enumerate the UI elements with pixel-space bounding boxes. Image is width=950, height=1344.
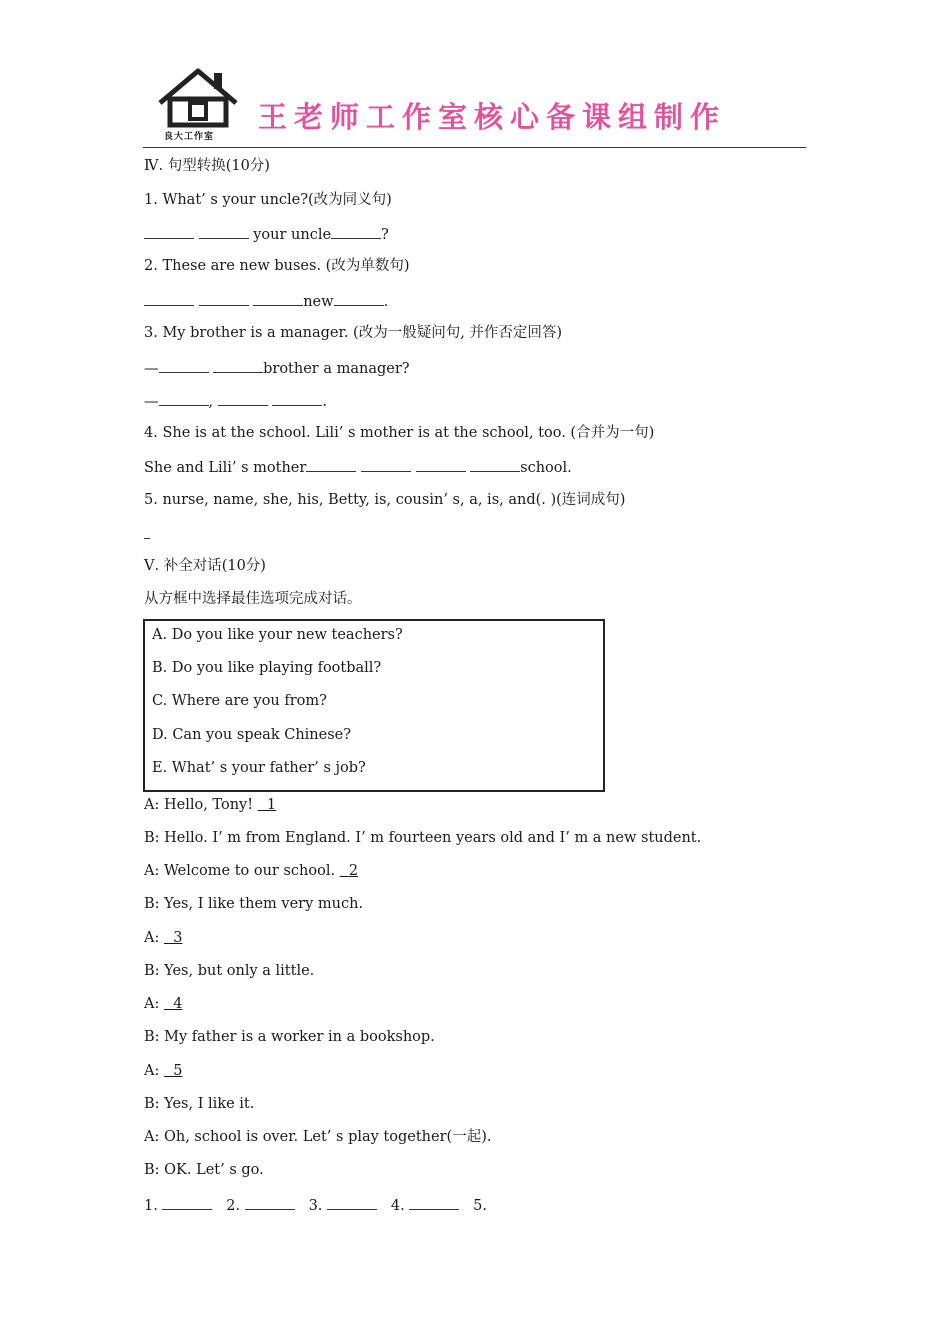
option-b: B. Do you like playing football? — [152, 660, 382, 676]
dialogue-line: A: 4 — [144, 996, 183, 1012]
q2-prompt: 2. These are new buses. (改为单数句) — [144, 258, 410, 274]
blank-number[interactable]: 2 — [348, 863, 359, 879]
header-banner: 王老师工作室核心备课组制作 — [258, 100, 727, 134]
answer-blank[interactable] — [159, 390, 209, 406]
answer-blank[interactable] — [218, 390, 268, 406]
dialogue-line: A: 3 — [144, 930, 183, 946]
dialogue-line: B: Yes, I like it. — [144, 1096, 255, 1112]
section5-title: Ⅴ. 补全对话(10分) — [144, 558, 266, 574]
answer-blank[interactable] — [253, 290, 303, 306]
answer-blank[interactable] — [199, 223, 249, 239]
answer-blank[interactable] — [199, 290, 249, 306]
q3-answer-line-2: — , . — [144, 390, 327, 412]
answer-blank[interactable] — [245, 1194, 295, 1210]
q5-answer-blank[interactable] — [144, 538, 150, 539]
dialogue-line: A: Hello, Tony! 1 — [144, 797, 277, 813]
logo-caption: 良大工作室 — [164, 132, 215, 142]
answer-blank[interactable] — [213, 357, 263, 373]
blank-number[interactable]: 3 — [173, 930, 183, 946]
q2-answer-line: new . — [144, 290, 388, 312]
dialogue-line: B: Hello. I’ m from England. I’ m fourteen years old and I’ m a new student. — [144, 830, 702, 846]
dialogue-line: B: Yes, but only a little. — [144, 963, 315, 979]
dialogue-line: B: Yes, I like them very much. — [144, 896, 364, 912]
dialogue-line: A: Welcome to our school. 2 — [144, 863, 359, 879]
dialogue-line: B: My father is a worker in a bookshop. — [144, 1029, 435, 1045]
answer-blank[interactable] — [334, 290, 384, 306]
option-c: C. Where are you from? — [152, 693, 327, 709]
section4-title: Ⅳ. 句型转换(10分) — [144, 158, 270, 174]
q3-answer-line-1: — brother a manager? — [144, 357, 410, 379]
dialogue-line: A: 5 — [144, 1063, 183, 1079]
q5-prompt: 5. nurse, name, she, his, Betty, is, cousin’ s, a, is, and(. )(连词成句) — [144, 492, 626, 508]
option-a: A. Do you like your new teachers? — [152, 627, 403, 643]
q4-prompt: 4. She is at the school. Lili’ s mother is at the school, too. (合并为一句) — [144, 425, 655, 441]
q1-prompt: 1. What’ s your uncle?(改为同义句) — [144, 192, 392, 208]
answer-blank[interactable] — [327, 1194, 377, 1210]
answer-blank[interactable] — [409, 1194, 459, 1210]
blank-number[interactable]: 4 — [173, 996, 183, 1012]
answer-blank[interactable] — [470, 456, 520, 472]
blank-number[interactable]: 5 — [173, 1063, 183, 1079]
answer-row: 1. 2. 3. 4. 5. — [144, 1194, 487, 1216]
option-e: E. What’ s your father’ s job? — [152, 760, 366, 776]
answer-blank[interactable] — [159, 357, 209, 373]
header-divider — [143, 147, 806, 148]
answer-blank[interactable] — [331, 223, 381, 239]
answer-blank[interactable] — [272, 390, 322, 406]
answer-blank[interactable] — [144, 290, 194, 306]
answer-blank[interactable] — [306, 456, 356, 472]
answer-blank[interactable] — [361, 456, 411, 472]
q1-answer-line: your uncle ? — [144, 223, 389, 245]
answer-blank[interactable] — [416, 456, 466, 472]
q4-answer-line: She and Lili’ s mother school. — [144, 456, 572, 478]
blank-number[interactable]: 1 — [266, 797, 277, 813]
answer-blank[interactable] — [144, 223, 194, 239]
q3-prompt: 3. My brother is a manager. (改为一般疑问句, 并作否定回答) — [144, 325, 563, 341]
option-d: D. Can you speak Chinese? — [152, 727, 352, 743]
answer-blank[interactable] — [162, 1194, 212, 1210]
dialogue-line: B: OK. Let’ s go. — [144, 1162, 264, 1178]
dialogue-line: A: Oh, school is over. Let’ s play together(一起). — [144, 1129, 492, 1145]
section5-instruction: 从方框中选择最佳选项完成对话。 — [144, 591, 362, 607]
